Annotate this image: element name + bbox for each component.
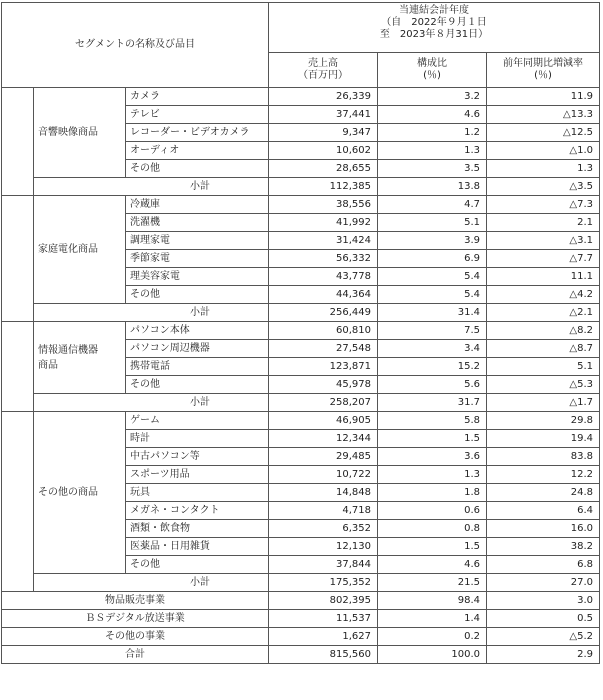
change-value: △7.3 bbox=[487, 196, 600, 214]
ratio-value: 5.8 bbox=[378, 412, 487, 430]
item-name: その他 bbox=[126, 286, 269, 304]
item-name: 季節家電 bbox=[126, 250, 269, 268]
change-value: 5.1 bbox=[487, 358, 600, 376]
group-name: 音響映像商品 bbox=[34, 88, 126, 178]
change-value: △7.7 bbox=[487, 250, 600, 268]
sales-value: 31,424 bbox=[269, 232, 378, 250]
total-label: ＢＳデジタル放送事業 bbox=[2, 610, 269, 628]
ratio-value: 3.2 bbox=[378, 88, 487, 106]
sales-value: 6,352 bbox=[269, 520, 378, 538]
ratio-value: 4.6 bbox=[378, 556, 487, 574]
subtotal-row bbox=[2, 574, 600, 592]
sales-value: 815,560 bbox=[269, 646, 378, 664]
change-value: 6.4 bbox=[487, 502, 600, 520]
sales-value: 9,347 bbox=[269, 124, 378, 142]
sales-value: 10,722 bbox=[269, 466, 378, 484]
item-name: カメラ bbox=[126, 88, 269, 106]
change-value: 3.0 bbox=[487, 592, 600, 610]
ratio-header-line2: (％) bbox=[423, 70, 441, 81]
ratio-value: 100.0 bbox=[378, 646, 487, 664]
subtotal-label: 小計 bbox=[126, 394, 269, 412]
ratio-value: 3.9 bbox=[378, 232, 487, 250]
ratio-value: 13.8 bbox=[378, 178, 487, 196]
sales-value: 60,810 bbox=[269, 322, 378, 340]
total-row bbox=[2, 646, 600, 664]
change-value: 6.8 bbox=[487, 556, 600, 574]
segment-label-header: セグメントの名称及び品目 bbox=[2, 3, 269, 88]
ratio-value: 21.5 bbox=[378, 574, 487, 592]
subtotal-row bbox=[2, 178, 600, 196]
item-name: メガネ・コンタクト bbox=[126, 502, 269, 520]
change-value: △2.1 bbox=[487, 304, 600, 322]
change-value: 12.2 bbox=[487, 466, 600, 484]
sales-value: 1,627 bbox=[269, 628, 378, 646]
group-spacer bbox=[2, 196, 34, 322]
item-name: 玩具 bbox=[126, 484, 269, 502]
ratio-value: 0.2 bbox=[378, 628, 487, 646]
change-value: △8.7 bbox=[487, 340, 600, 358]
change-value: 24.8 bbox=[487, 484, 600, 502]
change-value: 19.4 bbox=[487, 430, 600, 448]
group-name bbox=[34, 322, 126, 394]
ratio-value: 4.7 bbox=[378, 196, 487, 214]
sales-header-line1: 売上高 bbox=[308, 58, 338, 69]
ratio-value: 15.2 bbox=[378, 358, 487, 376]
group-name-line2: 商品 bbox=[38, 359, 58, 371]
subtotal-spacer bbox=[34, 178, 126, 196]
table-row bbox=[2, 88, 600, 106]
sales-value: 37,844 bbox=[269, 556, 378, 574]
sales-value: 29,485 bbox=[269, 448, 378, 466]
sales-value: 10,602 bbox=[269, 142, 378, 160]
sales-value: 258,207 bbox=[269, 394, 378, 412]
sales-value: 14,848 bbox=[269, 484, 378, 502]
sales-value: 12,130 bbox=[269, 538, 378, 556]
table-row bbox=[2, 322, 600, 340]
change-value: △13.3 bbox=[487, 106, 600, 124]
period-header bbox=[269, 3, 600, 53]
sales-value: 38,556 bbox=[269, 196, 378, 214]
item-name: パソコン本体 bbox=[126, 322, 269, 340]
ratio-value: 3.4 bbox=[378, 340, 487, 358]
change-value: 1.3 bbox=[487, 160, 600, 178]
sales-value: 46,905 bbox=[269, 412, 378, 430]
sales-value: 112,385 bbox=[269, 178, 378, 196]
segment-sales-table bbox=[1, 2, 600, 664]
subtotal-spacer bbox=[34, 394, 126, 412]
sales-value: 123,871 bbox=[269, 358, 378, 376]
item-name: スポーツ用品 bbox=[126, 466, 269, 484]
item-name: ゲーム bbox=[126, 412, 269, 430]
group-spacer bbox=[2, 88, 34, 196]
subtotal-spacer bbox=[34, 574, 126, 592]
sales-value: 45,978 bbox=[269, 376, 378, 394]
item-name: 時計 bbox=[126, 430, 269, 448]
ratio-value: 5.4 bbox=[378, 286, 487, 304]
change-value: △5.3 bbox=[487, 376, 600, 394]
sales-value: 11,537 bbox=[269, 610, 378, 628]
change-value: 83.8 bbox=[487, 448, 600, 466]
ratio-value: 1.5 bbox=[378, 430, 487, 448]
sales-value: 12,344 bbox=[269, 430, 378, 448]
sales-value: 256,449 bbox=[269, 304, 378, 322]
ratio-value: 5.4 bbox=[378, 268, 487, 286]
sales-value: 43,778 bbox=[269, 268, 378, 286]
period-from: （自 2022年９月１日 bbox=[381, 17, 487, 28]
item-name: その他 bbox=[126, 376, 269, 394]
ratio-value: 3.5 bbox=[378, 160, 487, 178]
ratio-value: 4.6 bbox=[378, 106, 487, 124]
ratio-value: 1.4 bbox=[378, 610, 487, 628]
change-value: △1.0 bbox=[487, 142, 600, 160]
change-header-line1: 前年同期比増減率 bbox=[503, 58, 583, 69]
total-label: その他の事業 bbox=[2, 628, 269, 646]
change-value: 38.2 bbox=[487, 538, 600, 556]
item-name: 調理家電 bbox=[126, 232, 269, 250]
total-row bbox=[2, 592, 600, 610]
change-value: 29.8 bbox=[487, 412, 600, 430]
ratio-value: 0.6 bbox=[378, 502, 487, 520]
ratio-value: 31.4 bbox=[378, 304, 487, 322]
ratio-value: 3.6 bbox=[378, 448, 487, 466]
total-label: 合計 bbox=[2, 646, 269, 664]
table-row bbox=[2, 196, 600, 214]
subtotal-label: 小計 bbox=[126, 574, 269, 592]
change-header-line2: (％) bbox=[534, 70, 552, 81]
item-name: 冷蔵庫 bbox=[126, 196, 269, 214]
sales-value: 4,718 bbox=[269, 502, 378, 520]
change-value: 11.1 bbox=[487, 268, 600, 286]
sales-value: 175,352 bbox=[269, 574, 378, 592]
change-value: 2.9 bbox=[487, 646, 600, 664]
ratio-value: 0.8 bbox=[378, 520, 487, 538]
item-name: オーディオ bbox=[126, 142, 269, 160]
total-row bbox=[2, 628, 600, 646]
sales-value: 28,655 bbox=[269, 160, 378, 178]
ratio-value: 98.4 bbox=[378, 592, 487, 610]
group-spacer bbox=[2, 322, 34, 412]
change-value: 11.9 bbox=[487, 88, 600, 106]
item-name: その他 bbox=[126, 160, 269, 178]
item-name: 理美容家電 bbox=[126, 268, 269, 286]
ratio-value: 5.1 bbox=[378, 214, 487, 232]
change-value: △5.2 bbox=[487, 628, 600, 646]
change-value: 2.1 bbox=[487, 214, 600, 232]
ratio-value: 31.7 bbox=[378, 394, 487, 412]
ratio-value: 6.9 bbox=[378, 250, 487, 268]
change-value: 0.5 bbox=[487, 610, 600, 628]
group-name-line1: 情報通信機器 bbox=[38, 344, 98, 356]
sales-value: 41,992 bbox=[269, 214, 378, 232]
subtotal-row bbox=[2, 304, 600, 322]
ratio-value: 5.6 bbox=[378, 376, 487, 394]
table-row bbox=[2, 412, 600, 430]
sales-value: 802,395 bbox=[269, 592, 378, 610]
item-name: 酒類・飲食物 bbox=[126, 520, 269, 538]
ratio-header-line1: 構成比 bbox=[417, 58, 447, 69]
sales-header-line2: （百万円） bbox=[298, 70, 348, 81]
sales-value: 37,441 bbox=[269, 106, 378, 124]
change-value: △1.7 bbox=[487, 394, 600, 412]
item-name: 洗濯機 bbox=[126, 214, 269, 232]
sales-value: 56,332 bbox=[269, 250, 378, 268]
item-name: パソコン周辺機器 bbox=[126, 340, 269, 358]
change-value: 16.0 bbox=[487, 520, 600, 538]
period-title: 当連結会計年度 bbox=[399, 5, 469, 16]
subtotal-spacer bbox=[34, 304, 126, 322]
item-name: 携帯電話 bbox=[126, 358, 269, 376]
item-name: 中古パソコン等 bbox=[126, 448, 269, 466]
sales-value: 26,339 bbox=[269, 88, 378, 106]
total-row bbox=[2, 610, 600, 628]
subtotal-label: 小計 bbox=[126, 304, 269, 322]
sales-value: 27,548 bbox=[269, 340, 378, 358]
change-value: 27.0 bbox=[487, 574, 600, 592]
sales-value: 44,364 bbox=[269, 286, 378, 304]
change-value: △12.5 bbox=[487, 124, 600, 142]
item-name: その他 bbox=[126, 556, 269, 574]
subtotal-row bbox=[2, 394, 600, 412]
ratio-value: 1.3 bbox=[378, 466, 487, 484]
change-header bbox=[487, 53, 600, 88]
change-value: △4.2 bbox=[487, 286, 600, 304]
change-value: △3.1 bbox=[487, 232, 600, 250]
ratio-value: 1.3 bbox=[378, 142, 487, 160]
item-name: レコーダー・ビデオカメラ bbox=[126, 124, 269, 142]
period-to: 至 2023年８月31日） bbox=[379, 29, 489, 40]
ratio-header bbox=[378, 53, 487, 88]
change-value: △3.5 bbox=[487, 178, 600, 196]
subtotal-label: 小計 bbox=[126, 178, 269, 196]
sales-header bbox=[269, 53, 378, 88]
group-name: 家庭電化商品 bbox=[34, 196, 126, 304]
item-name: テレビ bbox=[126, 106, 269, 124]
item-name: 医薬品・日用雑貨 bbox=[126, 538, 269, 556]
ratio-value: 1.8 bbox=[378, 484, 487, 502]
ratio-value: 1.5 bbox=[378, 538, 487, 556]
group-spacer bbox=[2, 412, 34, 592]
change-value: △8.2 bbox=[487, 322, 600, 340]
group-name: その他の商品 bbox=[34, 412, 126, 574]
header-row-1 bbox=[2, 3, 600, 53]
total-label: 物品販売事業 bbox=[2, 592, 269, 610]
ratio-value: 7.5 bbox=[378, 322, 487, 340]
ratio-value: 1.2 bbox=[378, 124, 487, 142]
